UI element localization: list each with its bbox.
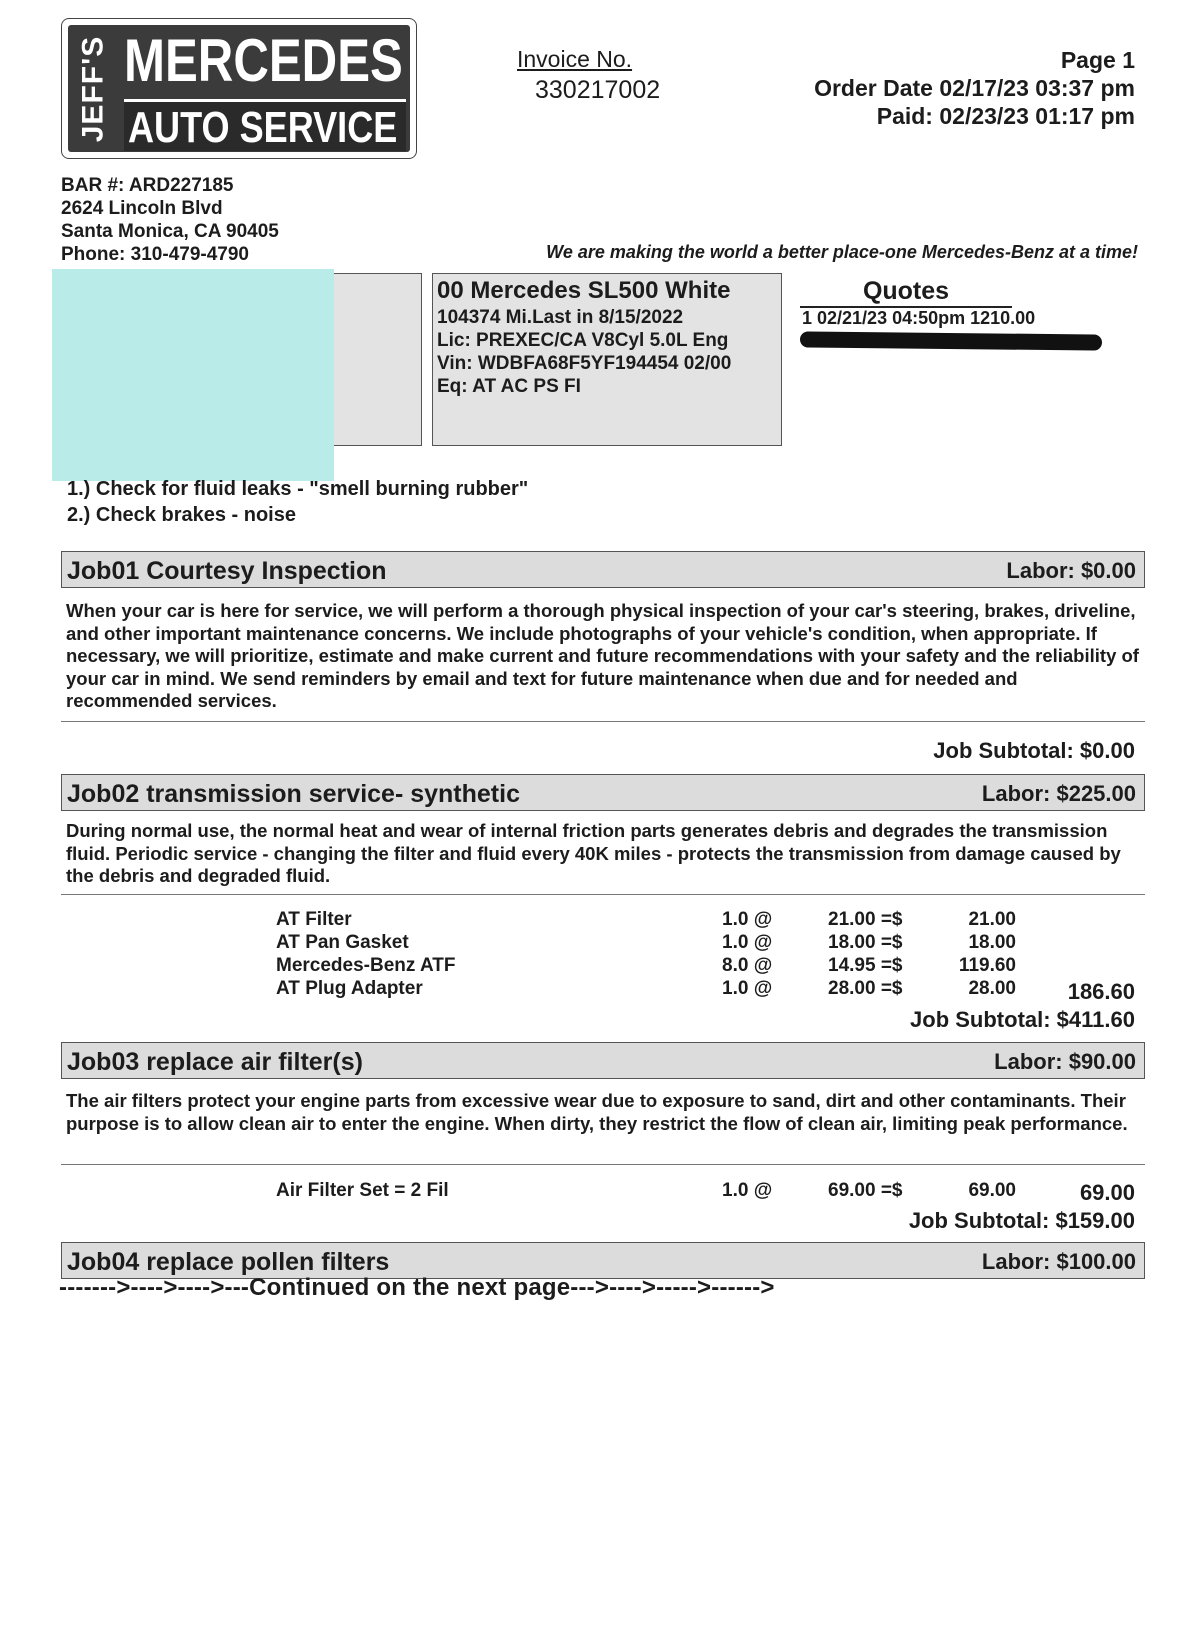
invoice-label: Invoice No. — [517, 46, 633, 72]
part-name: AT Plug Adapter — [276, 978, 423, 999]
part-row — [0, 955, 1200, 978]
job-labor: Labor: $0.00 — [1006, 558, 1136, 583]
divider — [61, 1164, 1145, 1165]
parts-sum: 69.00 — [1079, 1180, 1135, 1205]
job-header — [61, 1042, 1145, 1079]
job-labor: Labor: $100.00 — [981, 1249, 1136, 1274]
logo-side — [68, 25, 118, 152]
shop-phone: Phone: 310-479-4790 — [61, 244, 249, 265]
part-price: 28.00 =$ — [828, 978, 903, 999]
part-row — [0, 932, 1200, 955]
divider — [61, 721, 1145, 722]
job-description: The air filters protect your engine parts from excessive wear due to exposure to sand, dirt and other contaminants. Their purpose is to allow clean air to enter the engine. When dirty, they restrict the flow of clean air, limiting peak performance. — [66, 1090, 1128, 1134]
vehicle-license: Lic: PREXEC/CA V8Cyl 5.0L Eng — [437, 330, 729, 351]
part-row — [0, 978, 1200, 1001]
vehicle-vin: Vin: WDBFA68F5YF194454 02/00 — [437, 353, 732, 374]
job-subtotal: Job Subtotal: $159.00 — [908, 1208, 1135, 1233]
part-price: 21.00 =$ — [828, 909, 903, 930]
logo-band — [124, 99, 406, 151]
part-qty: 1.0 @ — [722, 909, 773, 930]
job-labor: Labor: $90.00 — [994, 1049, 1136, 1074]
vehicle-mileage: 104374 Mi.Last in 8/15/2022 — [437, 307, 684, 328]
parts-sum: 186.60 — [1067, 979, 1135, 1004]
part-total: 21.00 — [968, 909, 1016, 930]
part-qty: 1.0 @ — [722, 978, 773, 999]
job-title: Job03 replace air filter(s) — [67, 1048, 363, 1076]
concern-item: 1.) Check for fluid leaks - "smell burning rubber" — [67, 478, 529, 500]
shop-street: 2624 Lincoln Blvd — [61, 198, 223, 219]
part-name: Air Filter Set = 2 Fil — [276, 1180, 449, 1201]
part-total: 28.00 — [968, 978, 1016, 999]
part-name: Mercedes-Benz ATF — [276, 955, 456, 976]
order-date: Order Date 02/17/23 03:37 pm — [814, 75, 1135, 101]
divider — [61, 894, 1145, 895]
quotes-title: Quotes — [800, 276, 1012, 308]
invoice-number: 330217002 — [535, 76, 661, 104]
quote-line: 1 02/21/23 04:50pm 1210.00 — [802, 308, 1036, 328]
job-title: Job04 replace pollen filters — [67, 1248, 390, 1276]
part-qty: 8.0 @ — [722, 955, 773, 976]
logo-top-text: MERCEDES — [124, 27, 403, 94]
part-qty: 1.0 @ — [722, 1180, 773, 1201]
vehicle-box — [432, 273, 782, 446]
shop-info — [61, 174, 279, 266]
job-description: When your car is here for service, we will perform a thorough physical inspection of your car's steering, brakes, driveline, and other important maintenance concerns. We include photographs of your vehicle's condition, when appropriate. If necessary, we will prioritize, estimate and make current and future recommendations with your safety and the reliability of your car in mind. We send reminders by email and text for future maintenance when due and for needed and recommended services. — [66, 600, 1139, 711]
job-title: Job01 Courtesy Inspection — [67, 557, 387, 585]
job-subtotal: Job Subtotal: $0.00 — [933, 738, 1135, 763]
job-subtotal: Job Subtotal: $411.60 — [910, 1007, 1135, 1032]
logo-side-text: JEFF'S — [76, 35, 109, 142]
shop-tagline: We are making the world a better place-one Mercedes-Benz at a time! — [546, 242, 1138, 262]
logo-badge — [68, 25, 410, 152]
quote-redaction — [800, 331, 1102, 350]
part-total: 119.60 — [958, 955, 1016, 976]
job-description: During normal use, the normal heat and wear of internal friction parts generates debris and degrades the transmission fluid. Periodic service - changing the filter and fluid every 40K miles - protects the transmission from damage caused by the debris and degraded fluid. — [66, 820, 1121, 886]
job-header — [61, 551, 1145, 588]
part-total: 18.00 — [968, 932, 1016, 953]
job-labor: Labor: $225.00 — [981, 781, 1136, 806]
part-name: AT Filter — [276, 909, 352, 930]
part-name: AT Pan Gasket — [276, 932, 409, 953]
part-total: 69.00 — [968, 1180, 1016, 1201]
page-number: Page 1 — [1060, 47, 1135, 73]
invoice-dates — [814, 46, 1135, 130]
vehicle-equipment: Eq: AT AC PS FI — [437, 376, 581, 397]
continued-notice: ------->---->---->---Continued on the next page--->---->----->------> — [59, 1274, 775, 1301]
vehicle-title: 00 Mercedes SL500 White — [437, 277, 731, 304]
job-header — [61, 774, 1145, 811]
concern-item: 2.) Check brakes - noise — [67, 504, 296, 526]
part-row — [0, 1180, 1200, 1203]
paid-date: Paid: 02/23/23 01:17 pm — [876, 103, 1135, 129]
shop-city: Santa Monica, CA 90405 — [61, 221, 279, 242]
shop-bar-number: BAR #: ARD227185 — [61, 175, 234, 196]
customer-redaction — [52, 269, 334, 481]
part-qty: 1.0 @ — [722, 932, 773, 953]
part-row — [0, 909, 1200, 932]
part-price: 18.00 =$ — [828, 932, 903, 953]
job-title: Job02 transmission service- synthetic — [67, 780, 520, 808]
shop-logo — [61, 18, 417, 159]
logo-bottom-text: AUTO SERVICE — [128, 103, 398, 152]
part-price: 69.00 =$ — [828, 1180, 903, 1201]
part-price: 14.95 =$ — [828, 955, 903, 976]
